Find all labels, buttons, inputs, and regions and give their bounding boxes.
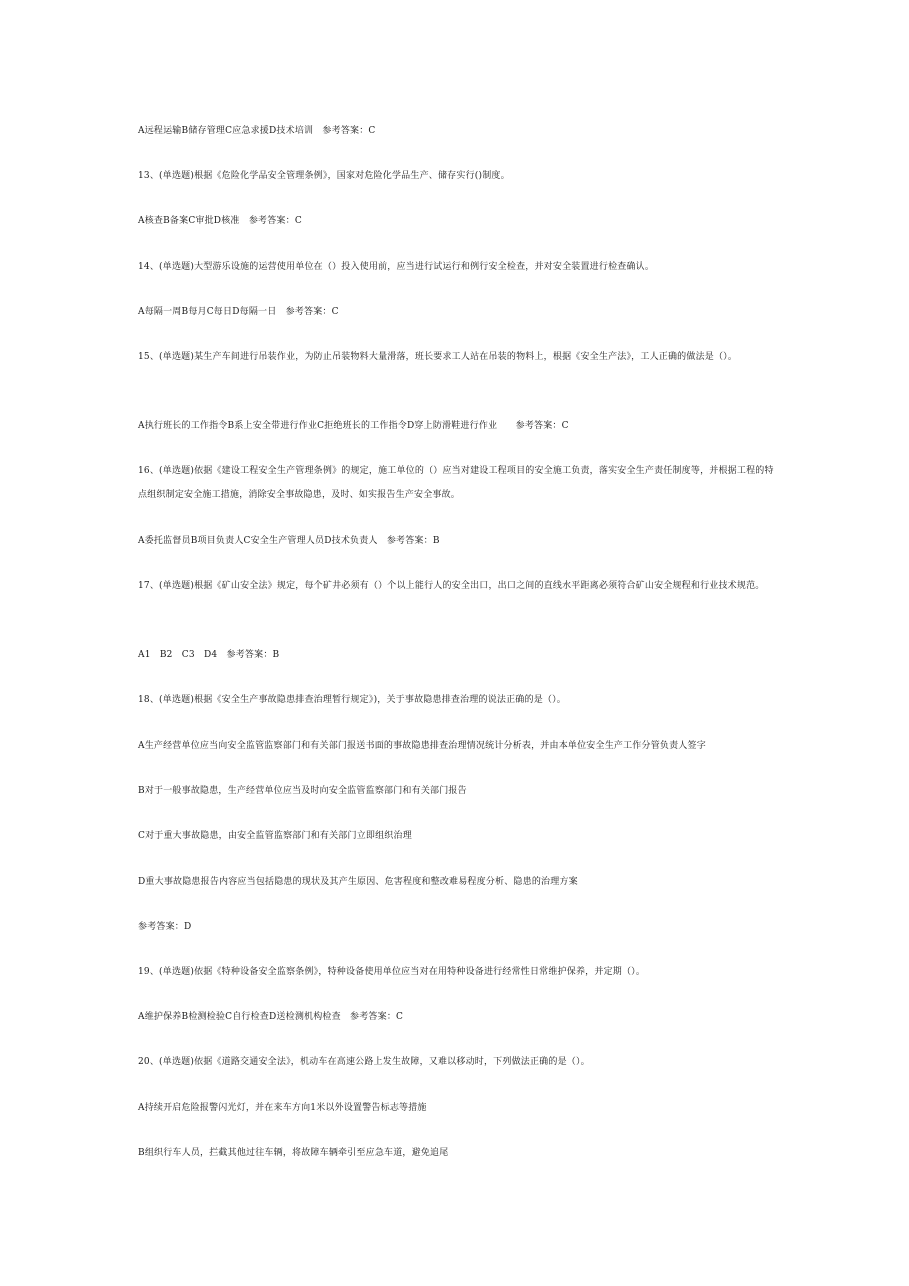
answer-line-18: 参考答案：D xyxy=(138,922,192,932)
answer-line-14: A每隔一周B每月C每日D每隔一日 参考答案：C xyxy=(138,307,339,317)
question-17: 17、(单选题)根据《矿山安全法》规定，每个矿井必须有（）个以上能行人的安全出口，出口之间的直线水平距离必须符合矿山安全规程和行业技术规范。 xyxy=(138,581,765,591)
option-18-b: B对于一般事故隐患，生产经营单位应当及时向安全监管监察部门和有关部门报告 xyxy=(138,786,467,796)
answer-line-15: A执行班长的工作指令B系上安全带进行作业C拒绝班长的工作指令D穿上防滑鞋进行作业 参考答案：C xyxy=(138,421,569,431)
question-14: 14、(单选题)大型游乐设施的运营使用单位在（）投入使用前，应当进行试运行和例行安全检查，并对安全装置进行检查确认。 xyxy=(138,262,655,272)
question-16: 16、(单选题)依据《建设工程安全生产管理条例》的规定，施工单位的（）应当对建设工程项目的安全施工负责，落实安全生产责任制度等，并根据工程的特点组织制定安全施工措施，消除安全事故隐患，及时、如实报告生产安全事故。 xyxy=(138,466,774,500)
option-20-b: B组织行车人员，拦截其他过往车辆，将故障车辆牵引至应急车道，避免追尾 xyxy=(138,1148,449,1158)
option-18-c: C对于重大事故隐患，由安全监管监察部门和有关部门立即组织治理 xyxy=(138,831,412,841)
question-20: 20、(单选题)依据《道路交通安全法》，机动车在高速公路上发生故障，又难以移动时，下列做法正确的是（）。 xyxy=(138,1057,590,1067)
answer-line-17: A1 B2 C3 D4 参考答案：B xyxy=(138,650,280,660)
question-13: 13、(单选题)根据《危险化学品安全管理条例》，国家对危险化学品生产、储存实行()制度。 xyxy=(138,171,510,181)
answer-line-13: A核查B备案C审批D核准 参考答案：C xyxy=(138,216,302,226)
option-18-d: D重大事故隐患报告内容应当包括隐患的现状及其产生原因、危害程度和整改难易程度分析、隐患的治理方案 xyxy=(138,877,578,887)
option-20-a: A持续开启危险报警闪光灯，并在来车方向1米以外设置警告标志等措施 xyxy=(138,1103,427,1113)
question-19: 19、(单选题)依据《特种设备安全监察条例》，特种设备使用单位应当对在用特种设备进行经常性日常维护保养，并定期（）。 xyxy=(138,967,646,977)
question-15: 15、(单选题)某生产车间进行吊装作业，为防止吊装物料大量滑落，班长要求工人站在吊装的物料上，根据《安全生产法》，工人正确的做法是（）。 xyxy=(138,352,738,362)
question-18: 18、(单选题)根据《安全生产事故隐患排查治理暂行规定》)，关于事故隐患排查治理的说法正确的是（）。 xyxy=(138,695,566,705)
answer-line-19: A维护保养B检测检验C自行检查D送检测机构检查 参考答案：C xyxy=(138,1012,404,1022)
answer-line-16: A委托监督员B项目负责人C安全生产管理人员D技术负责人 参考答案：B xyxy=(138,536,440,546)
answer-line-12: A远程运输B储存管理C应急求援D技术培训 参考答案：C xyxy=(138,126,376,136)
option-18-a: A生产经营单位应当向安全监管监察部门和有关部门报送书面的事故隐患排查治理情况统计分析表，并由本单位安全生产工作分管负责人签字 xyxy=(138,741,706,751)
